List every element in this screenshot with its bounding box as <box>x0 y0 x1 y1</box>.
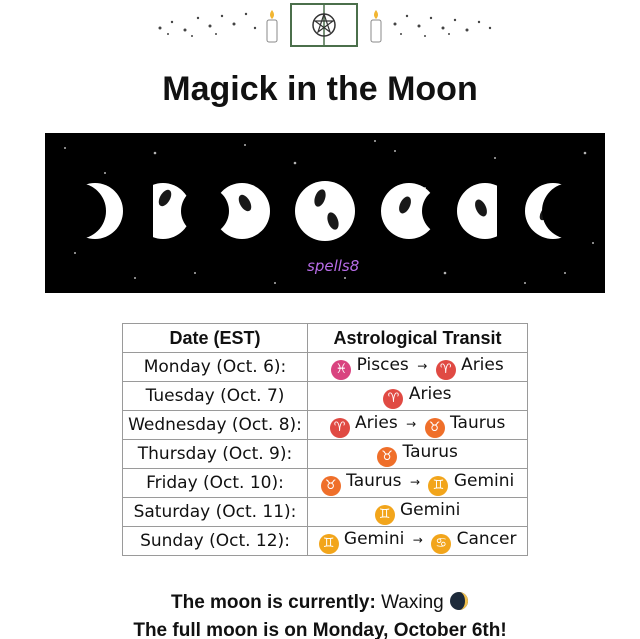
transit-cell <box>308 440 528 469</box>
column-header-date: Date (EST) <box>123 324 308 353</box>
column-header-transit: Astrological Transit <box>308 324 528 353</box>
gemini-icon: ♊ <box>319 534 339 554</box>
sign-label: Aries <box>408 383 452 404</box>
date-cell: Sunday (Oct. 12): <box>123 527 308 556</box>
current-phase-value: Waxing <box>381 592 444 613</box>
arrow-icon: → <box>406 416 417 431</box>
full-moon-icon <box>295 181 355 241</box>
aries-icon: ♈ <box>330 418 350 438</box>
waning-crescent-icon <box>50 183 123 239</box>
transit-table <box>122 323 528 556</box>
table-row <box>123 527 528 556</box>
sparkle-dots-icon <box>159 13 257 37</box>
sign-label: Pisces <box>356 354 409 375</box>
header-decoration <box>0 0 640 52</box>
current-phase-label: The moon is currently: <box>170 592 376 613</box>
current-phase-line <box>0 591 640 614</box>
sign-label: Cancer <box>456 528 517 549</box>
arrow-icon: → <box>412 532 423 547</box>
page-title: Magick in the Moon <box>162 70 478 108</box>
table-row <box>123 382 528 411</box>
transit-cell <box>308 498 528 527</box>
gemini-icon: ♊ <box>375 505 395 525</box>
transit-cell <box>308 353 528 382</box>
aries-icon: ♈ <box>436 360 456 380</box>
pisces-icon: ♓ <box>331 360 351 380</box>
cancer-icon: ♋ <box>431 534 451 554</box>
first-quarter-icon <box>457 181 517 241</box>
sparkle-dots-icon <box>394 15 492 37</box>
taurus-icon: ♉ <box>377 447 397 467</box>
transit-cell <box>308 527 528 556</box>
sign-label: Taurus <box>449 412 506 433</box>
sign-label: Gemini <box>453 470 515 491</box>
sign-label: Taurus <box>402 441 458 462</box>
table-header-row <box>123 324 528 353</box>
gemini-icon: ♊ <box>428 476 448 496</box>
sign-label: Gemini <box>343 528 405 549</box>
arrow-icon: → <box>417 358 428 373</box>
date-cell: Tuesday (Oct. 7) <box>123 382 308 411</box>
pentacle-book-icon <box>291 4 357 46</box>
table-row <box>123 469 528 498</box>
date-cell: Monday (Oct. 6): <box>123 353 308 382</box>
transit-cell <box>308 382 528 411</box>
sign-label: Gemini <box>399 499 461 520</box>
full-moon-date: The full moon is on Monday, October 6th! <box>133 620 507 639</box>
sign-label: Aries <box>461 354 504 375</box>
date-cell: Friday (Oct. 10): <box>123 469 308 498</box>
date-cell: Wednesday (Oct. 8): <box>123 411 308 440</box>
sign-label: Aries <box>355 412 398 433</box>
moon-phase-banner <box>45 133 605 293</box>
waxing-gibbous-icon <box>381 183 470 239</box>
date-cell: Thursday (Oct. 9): <box>123 440 308 469</box>
transit-cell <box>308 411 528 440</box>
taurus-icon: ♉ <box>425 418 445 438</box>
waxing-crescent-icon <box>525 183 598 239</box>
aries-icon: ♈ <box>383 389 403 409</box>
waning-gibbous-icon <box>181 183 270 239</box>
table-row <box>123 411 528 440</box>
waxing-crescent-moon-icon <box>449 591 469 611</box>
table-row <box>123 353 528 382</box>
taurus-icon: ♉ <box>321 476 341 496</box>
candle-icon <box>267 10 277 42</box>
transit-cell <box>308 469 528 498</box>
table-row <box>123 498 528 527</box>
table-row <box>123 440 528 469</box>
sign-label: Taurus <box>346 470 402 491</box>
arrow-icon: → <box>409 474 421 489</box>
candle-icon <box>371 10 381 42</box>
date-cell: Saturday (Oct. 11): <box>123 498 308 527</box>
watermark-logo: spells8 <box>307 257 360 275</box>
